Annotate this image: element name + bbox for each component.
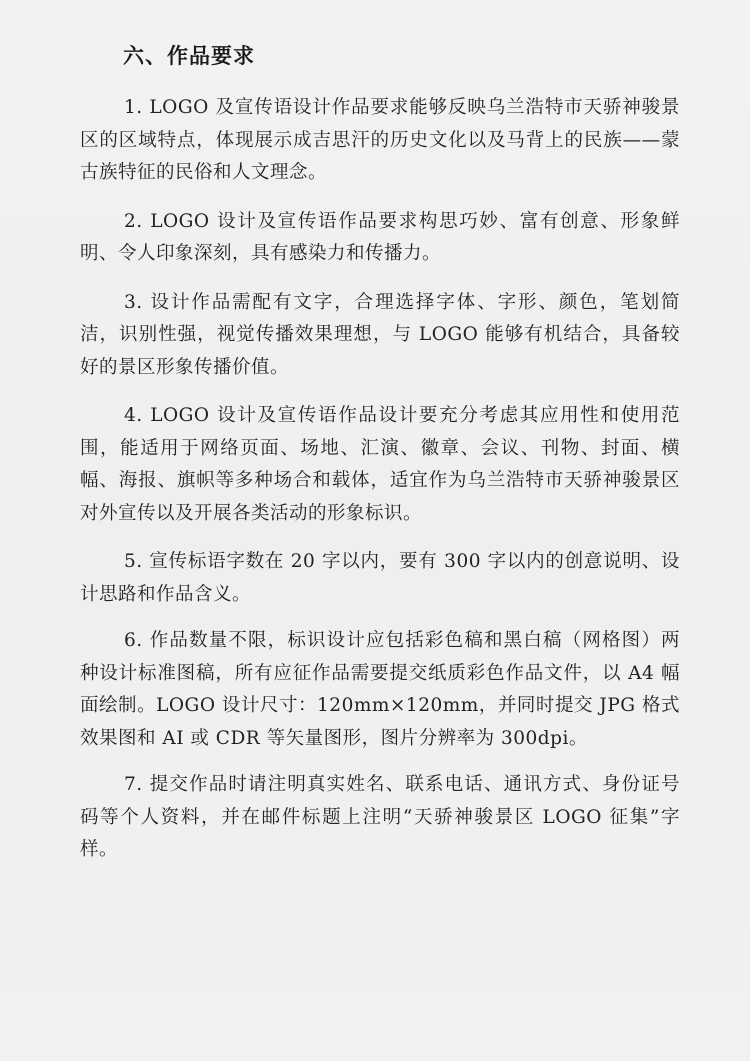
requirement-item-1: 1. LOGO 及宣传语设计作品要求能够反映乌兰浩特市天骄神骏景区的区域特点，体现展示成吉思汗的历史文化以及马背上的民族——蒙古族特征的民俗和人文理念。 — [80, 97, 680, 183]
requirement-item-2: 2. LOGO 设计及宣传语作品要求构思巧妙、富有创意、形象鲜明、令人印象深刻，具有感染力和传播力。 — [80, 210, 680, 264]
requirement-item-4: 4. LOGO 设计及宣传语作品设计要充分考虑其应用性和使用范围，能适用于网络页面、场地、汇演、徽章、会议、刊物、封面、横幅、海报、旗帜等多种场合和载体，适宜作为乌兰浩特市天骄神骏景区对外宣传以及开展各类活动的形象标识。 — [80, 405, 680, 524]
requirements-list — [80, 92, 680, 881]
requirement-item-5: 5. 宣传标语字数在 20 字以内，要有 300 字以内的创意说明、设计思路和作品含义。 — [80, 551, 680, 605]
requirement-item-3: 3. 设计作品需配有文字，合理选择字体、字形、颜色，笔划简洁，识别性强，视觉传播效果理想，与 LOGO 能够有机结合，具备较好的景区形象传播价值。 — [80, 291, 680, 378]
section-heading: 六、作品要求 — [123, 44, 255, 68]
requirement-item-6: 6. 作品数量不限，标识设计应包括彩色稿和黑白稿（网格图）两种设计标准图稿，所有应征作品需要提交纸质彩色作品文件，以 A4 幅面绘制。LOGO 设计尺寸：120mm×120mm，并同时提交 JPG 格式效果图和 AI 或 CDR 等矢量图形，图片分辨率为 300dpi。 — [80, 630, 680, 749]
requirement-item-7: 7. 提交作品时请注明真实姓名、联系电话、通讯方式、身份证号码等个人资料，并在邮件标题上注明“天骄神骏景区 LOGO 征集”字样。 — [80, 774, 680, 860]
